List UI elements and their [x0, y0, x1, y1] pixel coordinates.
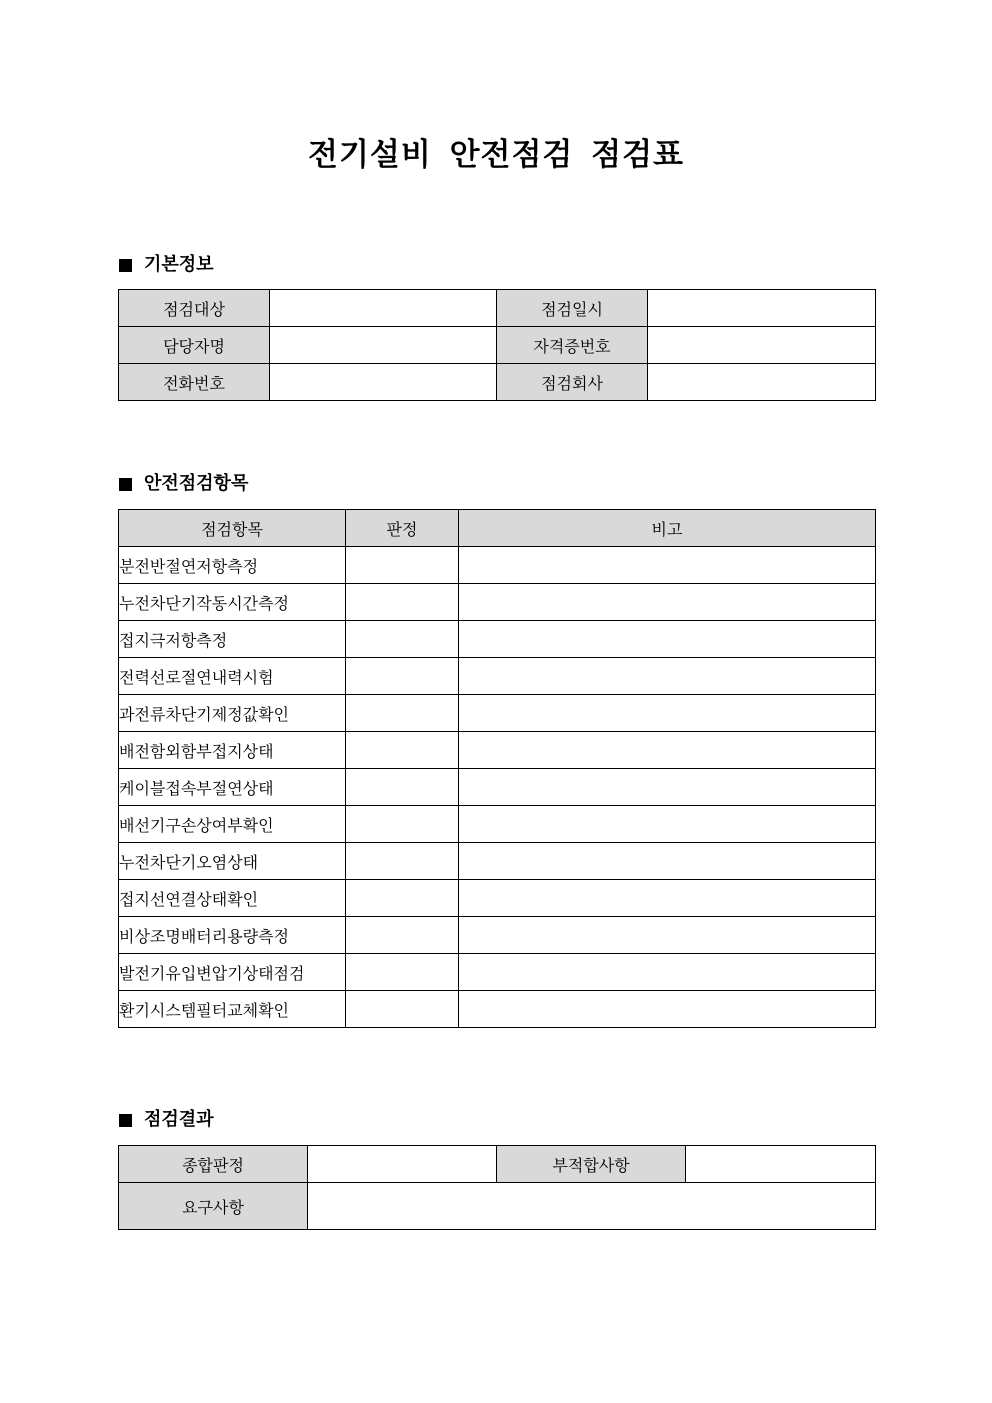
table-row: [119, 621, 876, 658]
section-result-label: 점검결과: [144, 1109, 214, 1130]
checklist-item: 케이블접속부절연상태: [119, 769, 346, 806]
square-bullet-icon: [119, 478, 132, 491]
label-license-number: 자격증번호: [497, 327, 648, 364]
table-row: [119, 1146, 876, 1183]
label-inspection-target: 점검대상: [119, 290, 270, 327]
column-header-judgment: 판정: [346, 510, 459, 547]
section-basic-info-heading: [119, 252, 214, 278]
remarks-cell[interactable]: [459, 584, 876, 621]
field-inspection-company[interactable]: [648, 364, 876, 401]
table-row: [119, 584, 876, 621]
section-basic-info-label: 기본정보: [144, 254, 214, 275]
table-row: [119, 769, 876, 806]
column-header-remarks: 비고: [459, 510, 876, 547]
table-row: [119, 658, 876, 695]
remarks-cell[interactable]: [459, 769, 876, 806]
field-phone-number[interactable]: [270, 364, 497, 401]
square-bullet-icon: [119, 1114, 132, 1127]
judgment-cell[interactable]: [346, 843, 459, 880]
label-manager-name: 담당자명: [119, 327, 270, 364]
field-overall-judgment[interactable]: [308, 1146, 497, 1183]
checklist-item: 접지선연결상태확인: [119, 880, 346, 917]
field-inspection-date[interactable]: [648, 290, 876, 327]
remarks-cell[interactable]: [459, 806, 876, 843]
table-row: [119, 991, 876, 1028]
judgment-cell[interactable]: [346, 547, 459, 584]
table-row: [119, 547, 876, 584]
table-row: [119, 806, 876, 843]
judgment-cell[interactable]: [346, 769, 459, 806]
section-checklist-label: 안전점검항목: [144, 473, 249, 494]
remarks-cell[interactable]: [459, 917, 876, 954]
judgment-cell[interactable]: [346, 584, 459, 621]
table-row: [119, 327, 876, 364]
judgment-cell[interactable]: [346, 806, 459, 843]
remarks-cell[interactable]: [459, 695, 876, 732]
table-header-row: [119, 510, 876, 547]
checklist-table: [118, 509, 876, 1028]
checklist-item: 접지극저항측정: [119, 621, 346, 658]
section-checklist-heading: [119, 471, 248, 497]
column-header-item: 점검항목: [119, 510, 346, 547]
remarks-cell[interactable]: [459, 547, 876, 584]
label-overall-judgment: 종합판정: [119, 1146, 308, 1183]
judgment-cell[interactable]: [346, 695, 459, 732]
table-row: [119, 290, 876, 327]
field-manager-name[interactable]: [270, 327, 497, 364]
checklist-item: 과전류차단기제정값확인: [119, 695, 346, 732]
judgment-cell[interactable]: [346, 991, 459, 1028]
table-row: [119, 732, 876, 769]
table-row: [119, 954, 876, 991]
label-requirements: 요구사항: [119, 1183, 308, 1230]
judgment-cell[interactable]: [346, 880, 459, 917]
checklist-item: 비상조명배터리용량측정: [119, 917, 346, 954]
judgment-cell[interactable]: [346, 732, 459, 769]
checklist-item: 누전차단기작동시간측정: [119, 584, 346, 621]
remarks-cell[interactable]: [459, 954, 876, 991]
label-inspection-date: 점검일시: [497, 290, 648, 327]
checklist-item: 누전차단기오염상태: [119, 843, 346, 880]
label-inspection-company: 점검회사: [497, 364, 648, 401]
judgment-cell[interactable]: [346, 954, 459, 991]
table-row: [119, 364, 876, 401]
remarks-cell[interactable]: [459, 658, 876, 695]
table-row: [119, 1183, 876, 1230]
field-nonconformity[interactable]: [686, 1146, 876, 1183]
result-table: [118, 1145, 876, 1230]
remarks-cell[interactable]: [459, 991, 876, 1028]
remarks-cell[interactable]: [459, 880, 876, 917]
checklist-item: 발전기유입변압기상태점검: [119, 954, 346, 991]
square-bullet-icon: [119, 259, 132, 272]
field-requirements[interactable]: [308, 1183, 876, 1230]
remarks-cell[interactable]: [459, 843, 876, 880]
label-nonconformity: 부적합사항: [497, 1146, 686, 1183]
remarks-cell[interactable]: [459, 732, 876, 769]
remarks-cell[interactable]: [459, 621, 876, 658]
checklist-item: 분전반절연저항측정: [119, 547, 346, 584]
judgment-cell[interactable]: [346, 658, 459, 695]
field-license-number[interactable]: [648, 327, 876, 364]
basic-info-table: [118, 289, 876, 401]
section-result-heading: [119, 1107, 214, 1133]
checklist-item: 전력선로절연내력시험: [119, 658, 346, 695]
checklist-item: 배전함외함부접지상태: [119, 732, 346, 769]
table-row: [119, 695, 876, 732]
label-phone-number: 전화번호: [119, 364, 270, 401]
checklist-item: 환기시스템필터교체확인: [119, 991, 346, 1028]
table-row: [119, 917, 876, 954]
checklist-item: 배선기구손상여부확인: [119, 806, 346, 843]
table-row: [119, 880, 876, 917]
table-row: [119, 843, 876, 880]
judgment-cell[interactable]: [346, 917, 459, 954]
document-title: 전기설비 안전점검 점검표: [308, 137, 684, 173]
field-inspection-target[interactable]: [270, 290, 497, 327]
judgment-cell[interactable]: [346, 621, 459, 658]
